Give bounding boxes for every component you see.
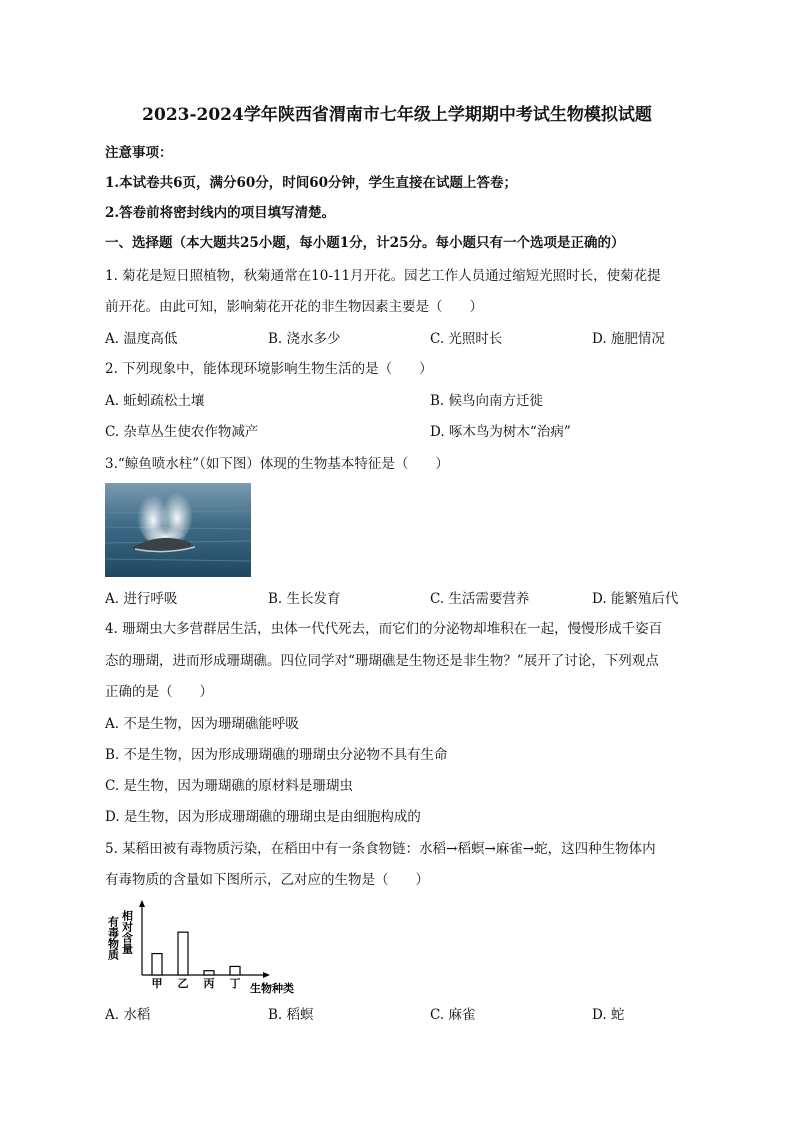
q2-option-a: A. 蚯蚓疏松土壤 bbox=[105, 393, 205, 409]
q1-option-c: C. 光照时长 bbox=[430, 331, 503, 347]
q5-option-b: B. 稻螟 bbox=[268, 1007, 314, 1023]
question-1-text-cont: 前开花。由此可知，影响菊花开花的非生物因素主要是（ ） bbox=[105, 299, 483, 315]
question-5-text-cont: 有毒物质的含量如下图所示，乙对应的生物是（ ） bbox=[105, 872, 429, 888]
y-axis-arrow bbox=[139, 900, 145, 907]
chart-canvas bbox=[104, 898, 304, 998]
tick-label-4: 丁 bbox=[229, 977, 241, 990]
q3-option-d: D. 能繁殖后代 bbox=[592, 591, 679, 607]
q5-option-c: C. 麻雀 bbox=[430, 1007, 476, 1023]
x-axis-arrow bbox=[263, 972, 270, 978]
question-1-text: 1. 菊花是短日照植物，秋菊通常在10-11月开花。园艺工作人员通过缩短光照时长，使菊花提 bbox=[105, 268, 661, 284]
q1-option-b: B. 浇水多少 bbox=[268, 331, 341, 347]
tick-label-1: 甲 bbox=[151, 977, 163, 990]
q3-option-c: C. 生活需要营养 bbox=[430, 591, 530, 607]
notice-item-1: 1.本试卷共6页，满分60分，时间60分钟，学生直接在试题上答卷； bbox=[105, 175, 518, 191]
question-2-text: 2. 下列现象中，能体现环境影响生物生活的是（ ） bbox=[105, 361, 433, 377]
q3-option-a: A. 进行呼吸 bbox=[105, 591, 178, 607]
bar-4 bbox=[230, 966, 240, 975]
whale-spout-photo bbox=[105, 483, 251, 577]
tick-label-2: 乙 bbox=[177, 977, 189, 990]
x-axis-label: 生物种类 bbox=[250, 982, 294, 995]
bars-group bbox=[152, 932, 241, 990]
notice-item-2: 2.答卷前将密封线内的项目填写清楚。 bbox=[105, 205, 336, 221]
q1-option-a: A. 温度高低 bbox=[105, 331, 178, 347]
q3-option-b: B. 生长发育 bbox=[268, 591, 341, 607]
question-4-text-cont2: 正确的是（ ） bbox=[105, 684, 213, 700]
toxin-bar-chart bbox=[104, 898, 304, 998]
question-5-text: 5. 某稻田被有毒物质污染，在稻田中有一条食物链：水稻→稻螟→麻雀→蛇，这四种生物体内 bbox=[105, 841, 656, 857]
q5-option-d: D. 蛇 bbox=[592, 1007, 625, 1023]
q4-option-b: B. 不是生物，因为形成珊瑚礁的珊瑚虫分泌物不具有生命 bbox=[105, 747, 448, 763]
q4-option-d: D. 是生物，因为形成珊瑚礁的珊瑚虫是由细胞构成的 bbox=[105, 809, 421, 825]
tick-label-3: 丙 bbox=[203, 977, 215, 990]
ylabel-right: 相对含量 bbox=[120, 910, 134, 954]
bar-1 bbox=[152, 954, 162, 975]
bar-2 bbox=[178, 932, 188, 975]
page-title: 2023-2024学年陕西省渭南市七年级上学期期中考试生物模拟试题 bbox=[142, 105, 652, 125]
section-heading: 一、选择题（本大题共25小题，每小题1分，计25分。每小题只有一个选项是正确的） bbox=[105, 235, 625, 251]
q5-option-a: A. 水稻 bbox=[105, 1007, 151, 1023]
whale-spout-image bbox=[105, 483, 251, 577]
q2-option-b: B. 候鸟向南方迁徙 bbox=[430, 393, 544, 409]
bar-3 bbox=[204, 971, 214, 975]
q1-option-d: D. 施肥情况 bbox=[592, 331, 665, 347]
q4-option-c: C. 是生物，因为珊瑚礁的原材料是珊瑚虫 bbox=[105, 778, 353, 794]
question-3-text: 3.“鲸鱼喷水柱”（如下图）体现的生物基本特征是（ ） bbox=[105, 456, 449, 472]
q2-option-c: C. 杂草丛生使农作物减产 bbox=[105, 424, 259, 440]
question-4-text: 4. 珊瑚虫大多营群居生活，虫体一代代死去，而它们的分泌物却堆积在一起，慢慢形成千姿百 bbox=[105, 621, 663, 637]
ylabel-left: 有毒物质 bbox=[106, 916, 120, 960]
q4-option-a: A. 不是生物，因为珊瑚礁能呼吸 bbox=[105, 716, 299, 732]
notice-heading: 注意事项： bbox=[105, 145, 173, 161]
q2-option-d: D. 啄木鸟为树木“治病” bbox=[430, 424, 571, 440]
question-4-text-cont: 态的珊瑚，进而形成珊瑚礁。四位同学对“珊瑚礁是生物还是非生物？”展开了讨论，下列观点 bbox=[105, 653, 659, 669]
